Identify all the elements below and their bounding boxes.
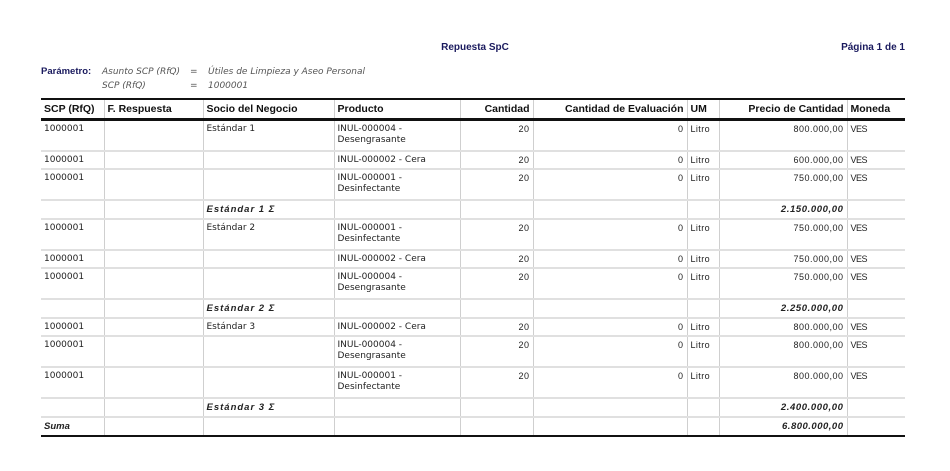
cell-um: Litro (687, 268, 719, 299)
cell-cantidad: 20 (460, 120, 533, 152)
parameter-row (41, 79, 365, 94)
producto-line-1: INUL-000002 - Cera (337, 322, 426, 332)
page-number: Página 1 de 1 (841, 42, 905, 53)
column-header-precio[interactable]: Precio de Cantidad (719, 99, 847, 120)
column-header-cantidad-evaluacion[interactable]: Cantidad de Evaluación (533, 99, 687, 120)
cell-precio: 750.000,00 (719, 250, 847, 268)
cell-um: Litro (687, 151, 719, 169)
cell-cantidad: 20 (460, 367, 533, 398)
table-row (41, 250, 905, 268)
subtotal-row (41, 200, 905, 219)
cell-cantidad-evaluacion: 0 (533, 336, 687, 367)
cell-cantidad-evaluacion: 0 (533, 318, 687, 336)
cell-socio (203, 367, 334, 398)
report-table (41, 98, 905, 437)
cell-socio (203, 151, 334, 169)
subtotal-label: Estándar 1 Σ (203, 200, 334, 219)
cell-precio: 600.000,00 (719, 151, 847, 169)
table-row (41, 120, 905, 152)
column-header-moneda[interactable]: Moneda (847, 99, 905, 120)
cell-cantidad: 20 (460, 336, 533, 367)
producto-line-2: Desengrasante (337, 135, 406, 145)
cell-scp: 1000001 (41, 219, 104, 250)
parameter-name: Asunto SCP (RfQ) (102, 67, 180, 77)
cell-cantidad: 20 (460, 250, 533, 268)
cell-cantidad: 20 (460, 219, 533, 250)
cell-um: Litro (687, 367, 719, 398)
cell-um: Litro (687, 120, 719, 152)
column-header-producto[interactable]: Producto (334, 99, 460, 120)
cell-cantidad-evaluacion: 0 (533, 268, 687, 299)
parameter-name: SCP (RfQ) (102, 81, 146, 91)
table-row (41, 318, 905, 336)
cell-um: Litro (687, 169, 719, 200)
subtotal-value: 2.250.000,00 (719, 299, 847, 318)
cell-scp: 1000001 (41, 336, 104, 367)
cell-producto (334, 120, 460, 152)
cell-moneda: VES (847, 318, 905, 336)
cell-precio: 750.000,00 (719, 268, 847, 299)
producto-line-1: INUL-000004 - (337, 272, 403, 282)
cell-scp: 1000001 (41, 318, 104, 336)
table-row (41, 336, 905, 367)
cell-precio: 750.000,00 (719, 169, 847, 200)
column-header-scp[interactable]: SCP (RfQ) (41, 99, 104, 120)
cell-socio (203, 336, 334, 367)
parameters-block (41, 64, 365, 94)
table-row (41, 169, 905, 200)
producto-line-2: Desengrasante (337, 283, 406, 293)
producto-line-2: Desinfectante (337, 184, 401, 194)
subtotal-row (41, 398, 905, 417)
cell-um: Litro (687, 336, 719, 367)
cell-producto (334, 367, 460, 398)
cell-moneda: VES (847, 151, 905, 169)
cell-fecha (104, 169, 203, 200)
cell-scp: 1000001 (41, 120, 104, 152)
subtotal-value: 2.150.000,00 (719, 200, 847, 219)
cell-socio: Estándar 1 (203, 120, 334, 152)
cell-socio: Estándar 2 (203, 219, 334, 250)
cell-moneda: VES (847, 336, 905, 367)
cell-scp: 1000001 (41, 169, 104, 200)
cell-cantidad-evaluacion: 0 (533, 151, 687, 169)
cell-cantidad-evaluacion: 0 (533, 250, 687, 268)
column-header-fecha-respuesta[interactable]: F. Respuesta (104, 99, 203, 120)
subtotal-label: Estándar 2 Σ (203, 299, 334, 318)
cell-cantidad: 20 (460, 318, 533, 336)
cell-fecha (104, 318, 203, 336)
producto-line-1: INUL-000002 - Cera (337, 155, 426, 165)
producto-line-1: INUL-000001 - (337, 371, 403, 381)
cell-fecha (104, 151, 203, 169)
cell-producto (334, 169, 460, 200)
subtotal-value: 2.400.000,00 (719, 398, 847, 417)
cell-producto (334, 250, 460, 268)
producto-line-1: INUL-000001 - (337, 173, 403, 183)
parameter-row (41, 64, 365, 79)
subtotal-row (41, 299, 905, 318)
cell-moneda: VES (847, 120, 905, 152)
cell-socio (203, 169, 334, 200)
cell-fecha (104, 219, 203, 250)
producto-line-1: INUL-000002 - Cera (337, 254, 426, 264)
cell-fecha (104, 367, 203, 398)
report-title: Repuesta SpC (441, 42, 509, 53)
cell-moneda: VES (847, 219, 905, 250)
cell-producto (334, 219, 460, 250)
parameter-label: Parámetro: (41, 66, 92, 77)
cell-scp: 1000001 (41, 151, 104, 169)
total-label: Suma (44, 421, 70, 432)
cell-fecha (104, 336, 203, 367)
producto-line-2: Desinfectante (337, 382, 401, 392)
cell-cantidad: 20 (460, 169, 533, 200)
parameter-equals: = (190, 67, 198, 77)
cell-scp: 1000001 (41, 250, 104, 268)
cell-socio: Estándar 3 (203, 318, 334, 336)
cell-precio: 800.000,00 (719, 336, 847, 367)
producto-line-1: INUL-000001 - (337, 223, 403, 233)
cell-socio (203, 250, 334, 268)
column-header-cantidad[interactable]: Cantidad (460, 99, 533, 120)
cell-cantidad-evaluacion: 0 (533, 169, 687, 200)
cell-precio: 800.000,00 (719, 318, 847, 336)
cell-precio: 800.000,00 (719, 120, 847, 152)
cell-cantidad: 20 (460, 268, 533, 299)
cell-fecha (104, 250, 203, 268)
table-row (41, 268, 905, 299)
column-header-socio[interactable]: Socio del Negocio (203, 99, 334, 120)
cell-cantidad-evaluacion: 0 (533, 367, 687, 398)
producto-line-1: INUL-000004 - (337, 340, 403, 350)
column-header-um[interactable]: UM (687, 99, 719, 120)
cell-moneda: VES (847, 268, 905, 299)
cell-scp: 1000001 (41, 367, 104, 398)
producto-line-2: Desengrasante (337, 351, 406, 361)
cell-um: Litro (687, 318, 719, 336)
cell-producto (334, 318, 460, 336)
cell-moneda: VES (847, 367, 905, 398)
cell-producto (334, 151, 460, 169)
cell-cantidad-evaluacion: 0 (533, 120, 687, 152)
table-header-row (41, 99, 905, 120)
subtotal-label: Estándar 3 Σ (203, 398, 334, 417)
cell-moneda: VES (847, 169, 905, 200)
grand-total-row (41, 417, 905, 436)
producto-line-2: Desinfectante (337, 234, 401, 244)
cell-producto (334, 268, 460, 299)
parameter-value: Útiles de Limpieza y Aseo Personal (208, 67, 365, 77)
cell-cantidad: 20 (460, 151, 533, 169)
cell-producto (334, 336, 460, 367)
table-row (41, 151, 905, 169)
cell-um: Litro (687, 219, 719, 250)
cell-socio (203, 268, 334, 299)
parameter-equals: = (190, 81, 198, 91)
cell-fecha (104, 268, 203, 299)
producto-line-1: INUL-000004 - (337, 124, 403, 134)
cell-scp: 1000001 (41, 268, 104, 299)
cell-precio: 800.000,00 (719, 367, 847, 398)
total-value: 6.800.000,00 (719, 417, 847, 436)
parameter-value: 1000001 (208, 81, 249, 91)
cell-moneda: VES (847, 250, 905, 268)
cell-precio: 750.000,00 (719, 219, 847, 250)
cell-um: Litro (687, 250, 719, 268)
cell-fecha (104, 120, 203, 152)
cell-cantidad-evaluacion: 0 (533, 219, 687, 250)
table-row (41, 367, 905, 398)
table-row (41, 219, 905, 250)
